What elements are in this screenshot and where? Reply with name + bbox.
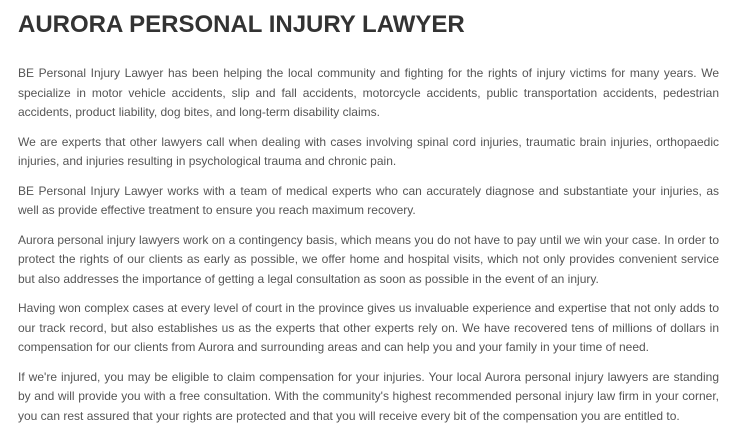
article-body [18, 64, 719, 426]
paragraph-intro: BE Personal Injury Lawyer has been helping the local community and fighting for the rights of injury victims for many years. We specialize in motor vehicle accidents, slip and fall accidents, motorcycle accidents, public transportation accidents, pedestrian accidents, product liability, dog bites, and long-term disability claims. [18, 66, 719, 119]
paragraph-medical-team: BE Personal Injury Lawyer works with a team of medical experts who can accurately diagnose and substantiate your injuries, as well as provide effective treatment to ensure you reach maximum recovery. [18, 183, 719, 217]
paragraph-expertise: We are experts that other lawyers call when dealing with cases involving spinal cord injuries, traumatic brain injuries, orthopaedic injuries, and injuries resulting in psychological trauma and chronic pain. [18, 134, 719, 168]
paragraph-track-record: Having won complex cases at every level of court in the province gives us invaluable experience and expertise that not only adds to our track record, but also establishes us as the experts that other experts rely on. We have recovered tens of millions of dollars in compensation for our clients from Aurora and surrounding areas and can help you and your family in your time of need. [18, 301, 719, 354]
article [18, 8, 719, 436]
paragraph-contingency: Aurora personal injury lawyers work on a contingency basis, which means you do not have to pay until we win your case. In order to protect the rights of our clients as early as possible, we offer home and hospital visits, which not only provides convenient service but also addresses the importance of getting a legal consultation as soon as possible in the event of an injury. [18, 232, 719, 286]
paragraph-consultation: If we're injured, you may be eligible to claim compensation for your injuries. Your local Aurora personal injury lawyers are standing by and will provide you with a free consultation. With the community's highest recommended personal injury law firm in your corner, you can rest assured that your rights are protected and that you will receive every bit of the compensation you are entitled to. [18, 369, 719, 423]
page-title: AURORA PERSONAL INJURY LAWYER [18, 11, 465, 38]
